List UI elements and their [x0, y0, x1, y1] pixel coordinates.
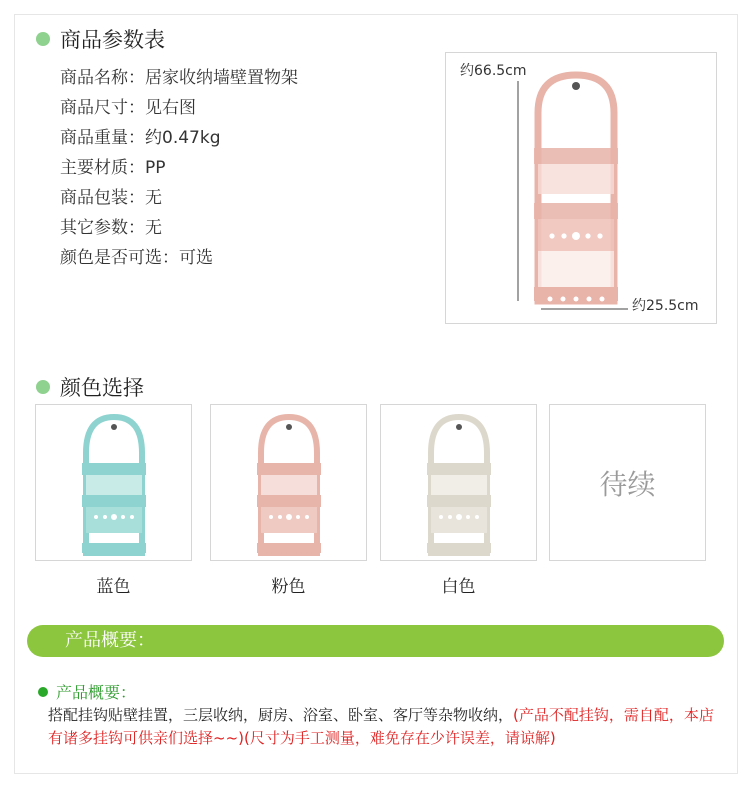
- shelf-blue-icon: [36, 405, 193, 562]
- overview-banner: [27, 625, 724, 657]
- overview-title: [38, 680, 136, 703]
- param-row: 颜色是否可选：可选: [60, 248, 213, 268]
- color-title-text: 颜色选择: [60, 376, 144, 400]
- bullet-dot-icon: [36, 380, 50, 394]
- color-option-placeholder: [549, 404, 706, 561]
- color-option-white[interactable]: [380, 404, 537, 561]
- height-dimension-label: 约66.5cm: [460, 63, 527, 79]
- bullet-dot-icon: [36, 32, 50, 46]
- shelf-pink-icon: [211, 405, 368, 562]
- width-dimension-label: 约25.5cm: [632, 298, 699, 314]
- param-row: 商品包装：无: [60, 188, 162, 208]
- param-row: 其它参数：无: [60, 218, 162, 238]
- params-list: [60, 63, 298, 273]
- params-section-title: [36, 24, 165, 54]
- placeholder-text: 待续: [599, 467, 656, 501]
- green-bullet-icon: [38, 687, 48, 697]
- params-title-text: 商品参数表: [60, 28, 165, 52]
- shelf-dimension-illustration: [446, 53, 718, 325]
- color-option-pink[interactable]: [210, 404, 367, 561]
- color-option-blue[interactable]: [35, 404, 192, 561]
- param-row: 商品尺寸：见右图: [60, 98, 196, 118]
- overview-description: [48, 704, 718, 750]
- dimension-image: [445, 52, 717, 324]
- overview-description-text: 搭配挂钩贴壁挂置，三层收纳，厨房、浴室、卧室、客厅等杂物收纳，: [48, 706, 514, 724]
- shelf-product-icon: [534, 75, 618, 302]
- param-row: 商品重量：约0.47kg: [60, 128, 221, 148]
- color-label-pink: 粉色: [271, 577, 306, 597]
- color-section-title: [36, 372, 144, 402]
- overview-title-text: 产品概要：: [56, 683, 137, 702]
- color-label-white: 白色: [441, 577, 476, 597]
- param-row: 主要材质：PP: [60, 158, 166, 178]
- overview-note: (产品不配挂钩，需自配，本店有诸多挂钩可供亲们选择~~)(尺寸为手工测量，难免存在少许误差，请谅解): [48, 706, 714, 747]
- param-row: 商品名称：居家收纳墙壁置物架: [60, 68, 298, 88]
- color-label-blue: 蓝色: [96, 577, 131, 597]
- shelf-white-icon: [381, 405, 538, 562]
- overview-banner-title: 产品概要：: [65, 630, 155, 651]
